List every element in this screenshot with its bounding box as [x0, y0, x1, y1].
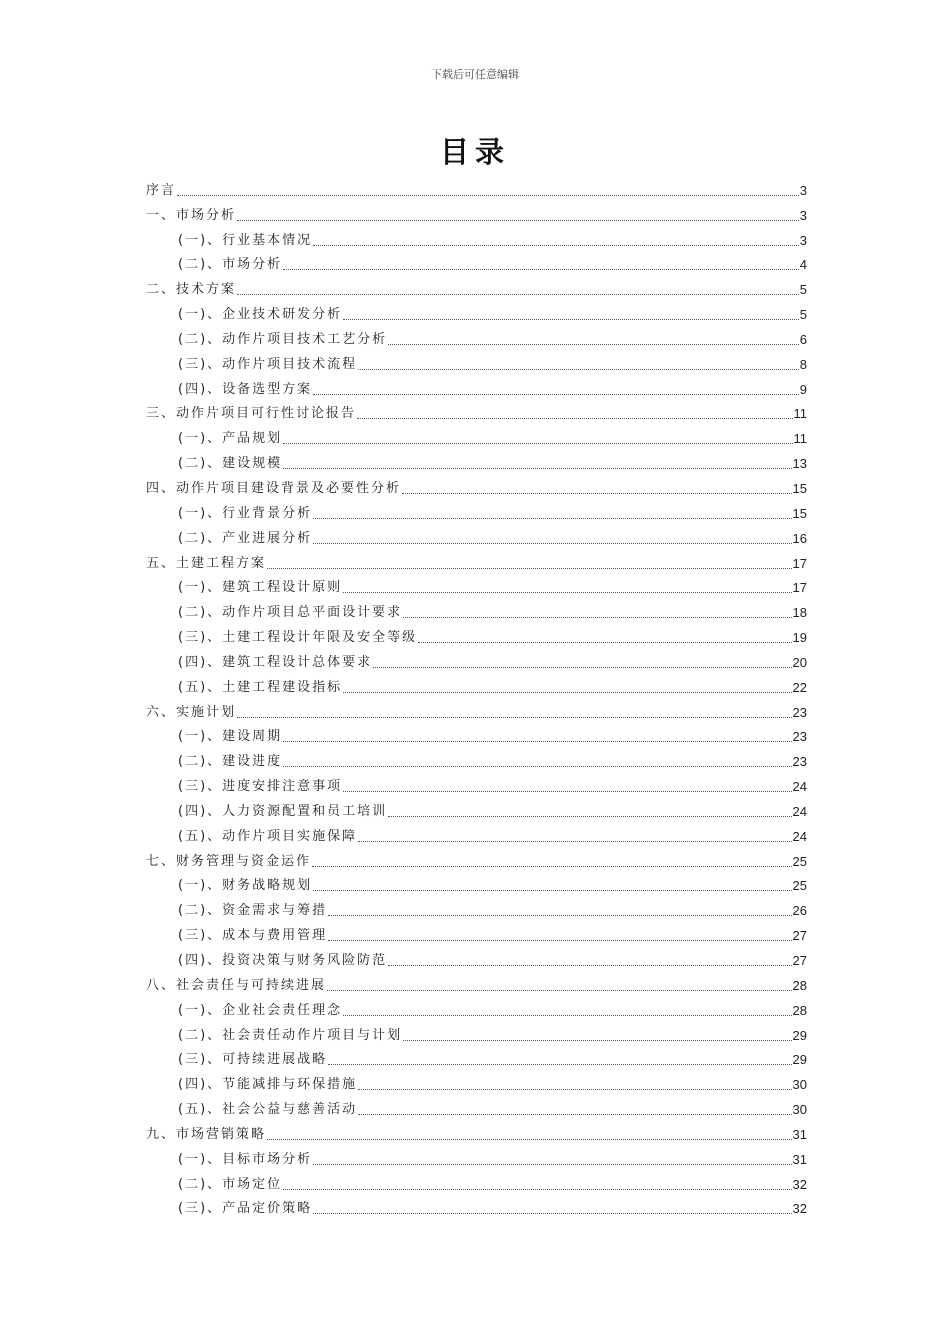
toc-entry-page-number: 9	[799, 381, 807, 397]
toc-subsection-link[interactable]	[146, 646, 807, 671]
toc-entry-page-number: 28	[792, 1002, 807, 1018]
toc-dot-leader	[237, 717, 792, 718]
toc-dot-leader	[237, 294, 799, 295]
toc-entry-page-number: 19	[792, 630, 807, 646]
toc-dot-leader	[267, 568, 792, 569]
toc-entry-page-number: 23	[792, 729, 807, 745]
toc-dot-leader	[312, 866, 792, 867]
toc-dot-leader	[388, 965, 791, 966]
toc-section-link[interactable]	[146, 547, 807, 572]
toc-entry-page-number: 23	[792, 704, 807, 720]
toc-dot-leader	[313, 543, 791, 544]
toc-dot-leader	[358, 841, 791, 842]
toc-entry-page-number: 6	[799, 331, 807, 347]
toc-entry-page-number: 3	[799, 182, 807, 198]
toc-subsection-link[interactable]	[146, 621, 807, 646]
toc-subsection-link[interactable]	[146, 944, 807, 969]
toc-entry-label: (一)、目标市场分析	[178, 1151, 313, 1167]
toc-dot-leader	[388, 344, 799, 345]
toc-entry-label: 四、动作片项目建设背景及必要性分析	[146, 480, 402, 496]
toc-entry-label: (二)、社会责任动作片项目与计划	[178, 1027, 403, 1043]
toc-entry-page-number: 24	[792, 779, 807, 795]
toc-dot-leader	[313, 518, 791, 519]
toc-subsection-link[interactable]	[146, 820, 807, 845]
toc-dot-leader	[313, 394, 799, 395]
toc-entry-page-number: 25	[792, 853, 807, 869]
toc-entry-page-number: 13	[792, 456, 807, 472]
toc-entry-label: (四)、节能减排与环保措施	[178, 1077, 358, 1093]
toc-entry-label: (二)、市场定位	[178, 1176, 283, 1192]
page-header: 下载后可任意编辑	[431, 68, 519, 81]
toc-dot-leader	[283, 468, 791, 469]
toc-entry-page-number: 20	[792, 654, 807, 670]
toc-entry-label: 七、财务管理与资金运作	[146, 853, 312, 869]
toc-entry-label: (一)、建筑工程设计原则	[178, 580, 343, 596]
toc-dot-leader	[343, 791, 791, 792]
toc-entry-label: (二)、动作片项目总平面设计要求	[178, 605, 403, 621]
toc-section-link[interactable]	[146, 273, 807, 298]
toc-section-link[interactable]	[146, 472, 807, 497]
toc-entry-label: (二)、资金需求与筹措	[178, 903, 328, 919]
toc-entry-page-number: 28	[792, 977, 807, 993]
toc-subsection-link[interactable]	[146, 1168, 807, 1193]
toc-entry-page-number: 5	[799, 307, 807, 323]
toc-dot-leader	[402, 493, 792, 494]
toc-subsection-link[interactable]	[146, 745, 807, 770]
toc-subsection-link[interactable]	[146, 224, 807, 249]
toc-subsection-link[interactable]	[146, 1068, 807, 1093]
toc-dot-leader	[418, 642, 791, 643]
toc-entry-label: (三)、动作片项目技术流程	[178, 356, 358, 372]
toc-entry-page-number: 27	[792, 953, 807, 968]
toc-subsection-link[interactable]	[146, 894, 807, 919]
toc-subsection-link[interactable]	[146, 596, 807, 621]
toc-dot-leader	[328, 1064, 791, 1065]
toc-dot-leader	[388, 816, 791, 817]
toc-entry-label: 一、市场分析	[146, 207, 237, 223]
toc-subsection-link[interactable]	[146, 721, 807, 746]
toc-subsection-link[interactable]	[146, 1019, 807, 1044]
toc-entry-page-number: 30	[792, 1077, 807, 1093]
toc-entry-label: (一)、行业背景分析	[178, 505, 313, 521]
toc-dot-leader	[283, 766, 791, 767]
table-of-contents	[146, 174, 807, 1217]
toc-dot-leader	[403, 1040, 791, 1041]
toc-subsection-link[interactable]	[146, 795, 807, 820]
toc-entry-page-number: 29	[792, 1027, 807, 1043]
toc-subsection-link[interactable]	[146, 994, 807, 1019]
toc-entry-label: (一)、产品规划	[178, 431, 283, 447]
toc-dot-leader	[267, 1139, 792, 1140]
toc-entry-page-number: 15	[792, 480, 807, 496]
toc-entry-label: 二、技术方案	[146, 282, 237, 298]
toc-entry-page-number: 31	[792, 1126, 807, 1142]
toc-entry-label: (三)、可持续进展战略	[178, 1052, 328, 1068]
toc-dot-leader	[358, 1114, 791, 1115]
toc-dot-leader	[357, 418, 792, 419]
toc-entry-page-number: 11	[793, 431, 807, 447]
toc-entry-label: (一)、行业基本情况	[178, 232, 313, 248]
toc-section-link[interactable]	[146, 696, 807, 721]
toc-entry-page-number: 29	[792, 1052, 807, 1068]
toc-dot-leader	[328, 915, 791, 916]
toc-dot-leader	[283, 1189, 791, 1190]
toc-dot-leader	[313, 890, 791, 891]
toc-entry-page-number: 4	[799, 257, 807, 273]
toc-entry-label: 序言	[146, 182, 177, 198]
toc-entry-page-number: 24	[792, 803, 807, 819]
toc-entry-page-number: 3	[799, 207, 807, 223]
toc-entry-label: (五)、土建工程建设指标	[178, 679, 343, 695]
toc-entry-label: 五、土建工程方案	[146, 555, 267, 571]
toc-subsection-link[interactable]	[146, 249, 807, 274]
toc-subsection-link[interactable]	[146, 348, 807, 373]
toc-entry-label: (四)、建筑工程设计总体要求	[178, 654, 373, 670]
toc-subsection-link[interactable]	[146, 1193, 807, 1218]
toc-dot-leader	[358, 1089, 791, 1090]
toc-subsection-link[interactable]	[146, 572, 807, 597]
toc-dot-leader	[313, 1213, 791, 1214]
toc-entry-page-number: 32	[792, 1176, 807, 1192]
toc-dot-leader	[327, 990, 792, 991]
toc-dot-leader	[283, 443, 792, 444]
toc-entry-page-number: 25	[792, 878, 807, 894]
toc-dot-leader	[343, 1015, 791, 1016]
toc-entry-label: (三)、产品定价策略	[178, 1201, 313, 1217]
toc-subsection-link[interactable]	[146, 323, 807, 348]
toc-entry-page-number: 32	[792, 1201, 807, 1217]
toc-entry-label: (三)、成本与费用管理	[178, 928, 328, 944]
toc-entry-page-number: 8	[799, 356, 807, 372]
toc-entry-page-number: 30	[792, 1102, 807, 1118]
toc-subsection-link[interactable]	[146, 497, 807, 522]
toc-subsection-link[interactable]	[146, 671, 807, 696]
toc-dot-leader	[373, 667, 791, 668]
toc-entry-page-number: 22	[792, 679, 807, 695]
toc-entry-label: (一)、企业技术研发分析	[178, 307, 343, 323]
toc-entry-label: (一)、建设周期	[178, 729, 283, 745]
toc-entry-label: (四)、人力资源配置和员工培训	[178, 803, 388, 819]
toc-entry-label: (一)、企业社会责任理念	[178, 1002, 343, 1018]
toc-section-link[interactable]	[146, 845, 807, 870]
toc-section-link[interactable]	[146, 398, 807, 423]
toc-entry-page-number: 26	[792, 903, 807, 919]
toc-dot-leader	[343, 592, 791, 593]
toc-entry-label: (二)、产业进展分析	[178, 530, 313, 546]
toc-subsection-link[interactable]	[146, 422, 807, 447]
toc-entry-label: (四)、投资决策与财务风险防范	[178, 953, 388, 968]
toc-subsection-link[interactable]	[146, 1044, 807, 1069]
toc-dot-leader	[283, 741, 791, 742]
toc-entry-label: (二)、建设规模	[178, 456, 283, 472]
toc-subsection-link[interactable]	[146, 870, 807, 895]
page-title: 目录	[439, 135, 510, 169]
toc-dot-leader	[283, 269, 799, 270]
toc-entry-page-number: 3	[799, 232, 807, 248]
toc-section-link[interactable]	[146, 1118, 807, 1143]
toc-entry-page-number: 31	[792, 1151, 807, 1167]
toc-entry-label: (二)、建设进度	[178, 754, 283, 770]
toc-entry-page-number: 23	[792, 754, 807, 770]
toc-entry-label: 三、动作片项目可行性讨论报告	[146, 406, 357, 422]
toc-dot-leader	[313, 245, 799, 246]
toc-entry-label: (二)、市场分析	[178, 257, 283, 273]
toc-dot-leader	[343, 692, 791, 693]
toc-dot-leader	[177, 195, 799, 196]
toc-dot-leader	[237, 220, 799, 221]
toc-entry-page-number: 27	[792, 928, 807, 944]
toc-dot-leader	[403, 617, 791, 618]
toc-entry-label: (四)、设备选型方案	[178, 381, 313, 397]
toc-subsection-link[interactable]	[146, 1143, 807, 1168]
toc-dot-leader	[358, 369, 799, 370]
toc-entry-page-number: 17	[792, 555, 807, 571]
toc-entry-label: 八、社会责任与可持续进展	[146, 977, 327, 993]
toc-subsection-link[interactable]	[146, 522, 807, 547]
toc-subsection-link[interactable]	[146, 447, 807, 472]
toc-subsection-link[interactable]	[146, 1093, 807, 1118]
toc-entry-label: (五)、社会公益与慈善活动	[178, 1102, 358, 1118]
toc-section-link[interactable]	[146, 174, 807, 199]
toc-entry-label: 六、实施计划	[146, 704, 237, 720]
toc-section-link[interactable]	[146, 199, 807, 224]
toc-entry-label: (二)、动作片项目技术工艺分析	[178, 331, 388, 347]
toc-entry-page-number: 11	[793, 406, 807, 422]
toc-entry-label: (五)、动作片项目实施保障	[178, 828, 358, 844]
toc-entry-page-number: 15	[792, 505, 807, 521]
toc-entry-page-number: 5	[799, 282, 807, 298]
toc-entry-page-number: 17	[792, 580, 807, 596]
toc-subsection-link[interactable]	[146, 298, 807, 323]
toc-entry-label: (一)、财务战略规划	[178, 878, 313, 894]
toc-subsection-link[interactable]	[146, 770, 807, 795]
toc-entry-page-number: 16	[792, 530, 807, 546]
toc-subsection-link[interactable]	[146, 919, 807, 944]
toc-entry-label: 九、市场营销策略	[146, 1126, 267, 1142]
toc-entry-label: (三)、进度安排注意事项	[178, 779, 343, 795]
toc-dot-leader	[343, 319, 799, 320]
toc-entry-page-number: 18	[792, 605, 807, 621]
toc-section-link[interactable]	[146, 969, 807, 994]
toc-entry-page-number: 24	[792, 828, 807, 844]
toc-dot-leader	[313, 1164, 791, 1165]
toc-entry-label: (三)、土建工程设计年限及安全等级	[178, 630, 418, 646]
toc-subsection-link[interactable]	[146, 373, 807, 398]
toc-dot-leader	[328, 940, 791, 941]
